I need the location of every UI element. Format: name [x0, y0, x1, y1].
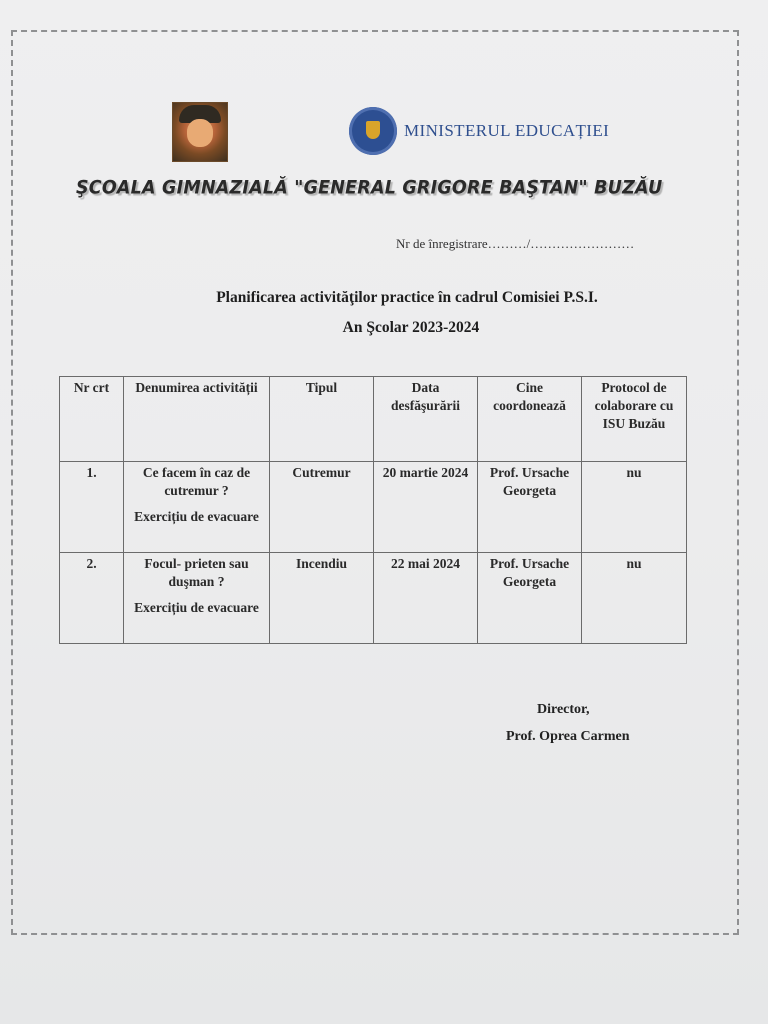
cell-type: Incendiu	[270, 553, 374, 644]
school-name: ŞCOALA GIMNAZIALĂ "GENERAL GRIGORE BAŞTAN" BUZĂU	[76, 177, 663, 199]
cell-protocol: nu	[582, 553, 687, 644]
header-nr: Nr crt	[60, 377, 124, 462]
activity-name: Ce facem în caz de cutremur ?	[142, 465, 251, 498]
cell-activity	[124, 553, 270, 644]
activities-table	[59, 376, 687, 644]
school-patron-portrait	[172, 102, 228, 162]
header-name: Denumirea activității	[124, 377, 270, 462]
cell-type: Cutremur	[270, 462, 374, 553]
table-row	[60, 553, 687, 644]
ministry-logo	[349, 107, 609, 155]
activity-name: Focul- prieten sau duşman ?	[144, 556, 249, 589]
header-coordinator: Cine coordonează	[478, 377, 582, 462]
activity-exercise: Exercițiu de evacuare	[134, 509, 259, 524]
table-row	[60, 462, 687, 553]
coat-of-arms-icon	[366, 121, 380, 139]
ministry-name: MINISTERUL EDUCAȚIEI	[404, 121, 610, 140]
cell-coordinator: Prof. Ursache Georgeta	[478, 462, 582, 553]
cell-activity	[124, 462, 270, 553]
header-date: Data desfăşurării	[374, 377, 478, 462]
header-type: Tipul	[270, 377, 374, 462]
cell-coordinator: Prof. Ursache Georgeta	[478, 553, 582, 644]
table-header-row	[60, 377, 687, 462]
school-year: An Şcolar 2023-2024	[342, 319, 480, 336]
portrait-face	[187, 119, 213, 147]
ministry-emblem-icon	[349, 107, 397, 155]
signature-name: Prof. Oprea Carmen	[506, 729, 630, 744]
registration-number-line: Nr de înregistrare………/……………………	[396, 236, 635, 251]
activity-exercise: Exercițiu de evacuare	[134, 600, 259, 615]
cell-nr: 1.	[60, 462, 124, 553]
signature-role: Director,	[537, 702, 590, 717]
cell-protocol: nu	[582, 462, 687, 553]
cell-nr: 2.	[60, 553, 124, 644]
cell-date: 22 mai 2024	[374, 553, 478, 644]
header-protocol: Protocol de colaborare cu ISU Buzău	[582, 377, 687, 462]
document-title: Planificarea activităţilor practice în cadrul Comisiei P.S.I.	[216, 289, 598, 306]
cell-date: 20 martie 2024	[374, 462, 478, 553]
